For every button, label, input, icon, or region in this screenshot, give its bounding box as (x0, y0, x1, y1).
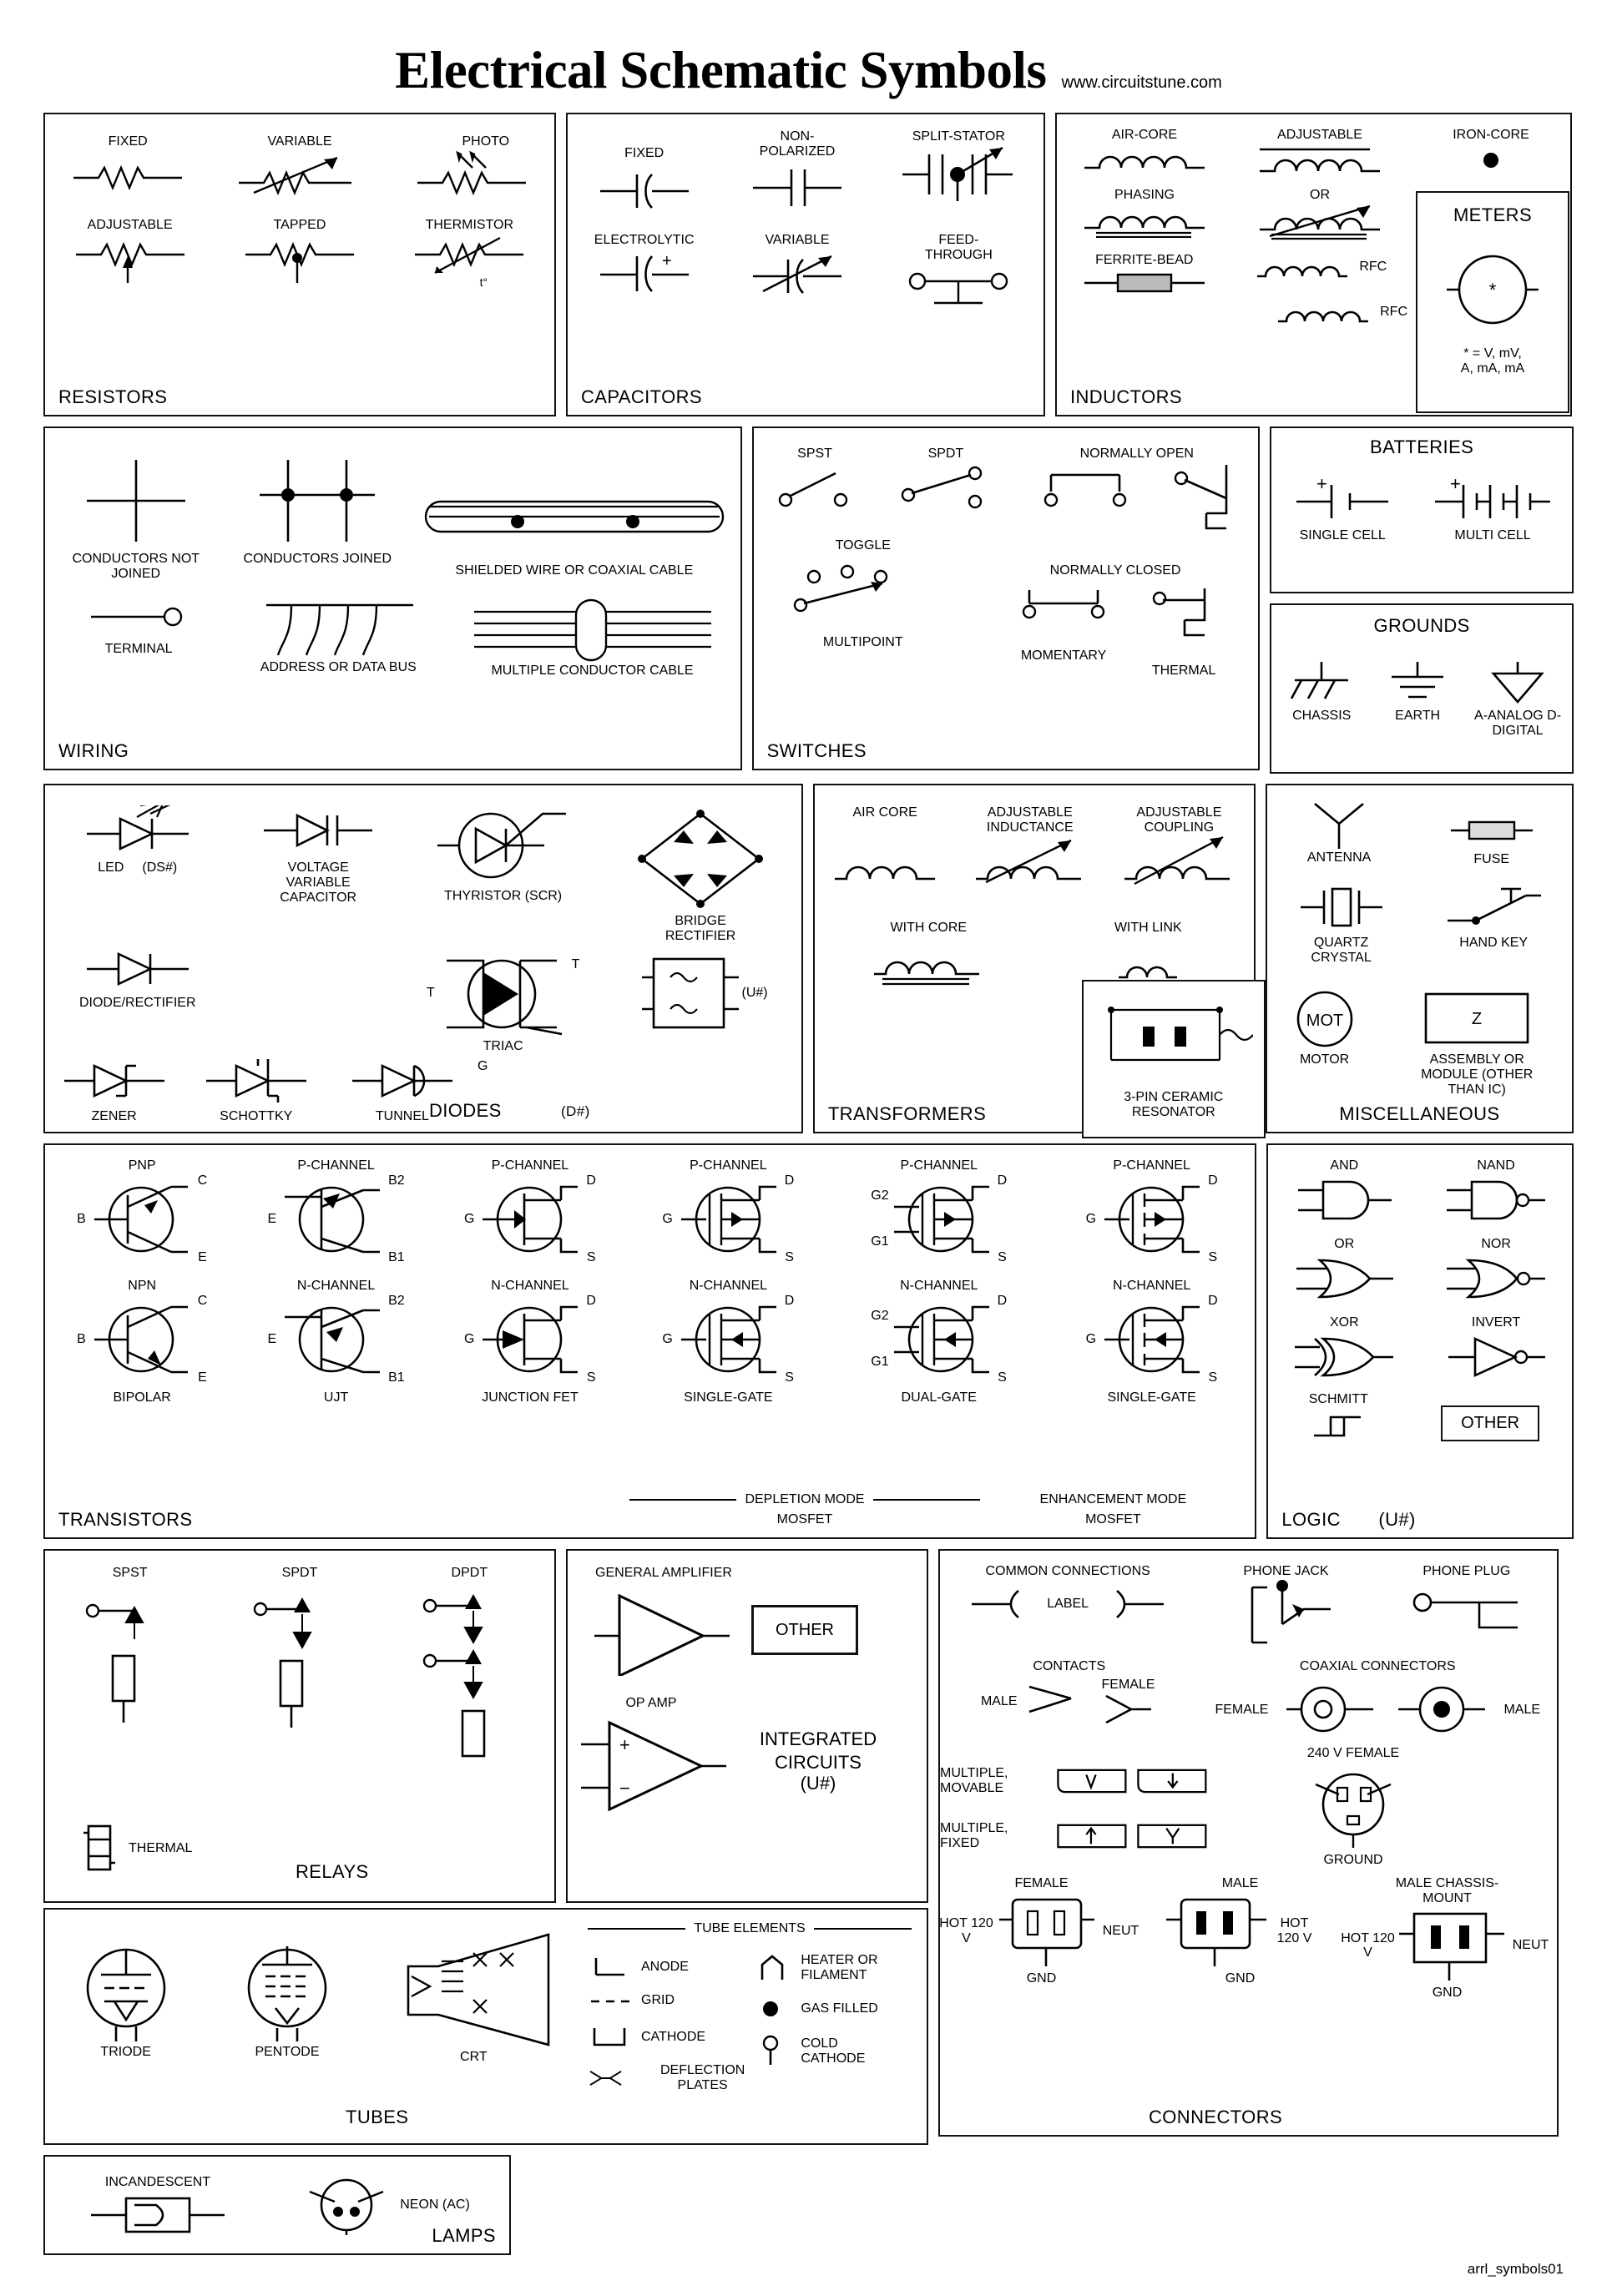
svg-text:*: * (1488, 280, 1497, 300)
symbol-normally-open-switch: NORMALLY OPEN (1031, 447, 1243, 542)
caption-tubes: TUBES (346, 2107, 409, 2127)
symbol-op-amp (568, 1711, 735, 1811)
symbol-multiple-conductor-cable: MULTIPLE CONDUCTOR CABLE (455, 597, 730, 679)
symbol-tunnel-diode: TUNNEL (331, 1059, 473, 1124)
symbol-invert-gate: INVERT (1442, 1315, 1550, 1382)
connector-male-chassis-mount: MALE CHASSIS-MOUNT HOT 120 V NEUT GND (1341, 1875, 1549, 2001)
meters-legend-1: * = V, mV, (1463, 346, 1522, 361)
section-inductors (1055, 113, 1572, 416)
symbol-schmitt: SCHMITT (1301, 1392, 1376, 1442)
symbol-shielded-wire: SHIELDED WIRE OR COAXIAL CABLE (416, 455, 733, 578)
tube-grid: GRID (641, 1992, 675, 2007)
section-batteries (1270, 426, 1574, 593)
symbol-variable-capacitor: VARIABLE (743, 233, 851, 295)
label-op-amp: OP AMP (625, 1695, 677, 1710)
section-miscellaneous (1266, 784, 1574, 1133)
section-resonator: 3-PIN CERAMIC RESONATOR (1082, 980, 1266, 1138)
thermistor-marker: t° (479, 275, 488, 289)
symbol-and-gate: AND (1290, 1158, 1398, 1225)
caption-miscellaneous: MISCELLANEOUS (1339, 1103, 1500, 1124)
symbol-bridge-rectifier: BRIDGE RECTIFIER (604, 805, 796, 944)
symbol-thermistor: THERMISTOR t° (407, 218, 532, 290)
section-wiring (43, 426, 742, 770)
symbol-air-core-inductor: AIR-CORE (1078, 128, 1211, 176)
transistor-p-jfet: P-CHANNEL G D S (463, 1158, 596, 1264)
symbol-conductors-joined: CONDUCTORS JOINED (234, 455, 401, 567)
section-tubes (43, 1908, 928, 2145)
symbol-transformer-with-link: WITH LINK (1073, 921, 1223, 989)
symbol-multipoint-switch: MULTIPOINT (759, 563, 968, 650)
transistor-pnp: PNP B C E (77, 1158, 208, 1264)
section-diodes (43, 784, 803, 1133)
tube-cathode: CATHODE (588, 2023, 754, 2051)
connector-contacts: CONTACTS MALE FEMALE (944, 1659, 1195, 1726)
connector-phone-jack: PHONE JACK (1198, 1564, 1373, 1654)
symbol-multi-cell-battery: + MULTI CELL (1430, 477, 1555, 543)
tube-gas-filled: GAS FILLED (754, 1998, 912, 2020)
symbol-iron-core-inductor: PHASING (1078, 188, 1211, 238)
ic-other-box: OTHER (751, 1605, 858, 1655)
tube-heater: HEATER OR FILAMENT (754, 1953, 912, 1983)
svg-text:+: + (1450, 477, 1461, 494)
depletion-mode-sub: MOSFET (776, 1512, 833, 1527)
section-ics (566, 1549, 928, 1903)
section-switches: SPST SPDT NORMALLY OPEN TOGGLE MULTIPOINT NORMALLY CLOSED MOMENTARY THERMAL SWITCHES (752, 426, 1261, 770)
svg-text:−: − (619, 1777, 630, 1799)
transistor-p-dual-gate: P-CHANNEL G2 G1 D S (871, 1158, 1008, 1264)
symbol-or-gate: OR (1290, 1237, 1398, 1304)
section-resistors (43, 113, 556, 416)
caption-meters: METERS (1453, 204, 1533, 225)
relay-spst: SPST (76, 1566, 184, 1756)
transistor-n-jfet: N-CHANNEL G D S JUNCTION FET (463, 1278, 596, 1405)
caption-transistors: TRANSISTORS (58, 1509, 193, 1530)
logic-other-box: OTHER (1441, 1392, 1539, 1441)
symbol-nand-gate: NAND (1442, 1158, 1550, 1225)
module-text: Z (1472, 1009, 1483, 1028)
row-wiring (43, 426, 1574, 774)
caption-ics: INTEGRATED CIRCUITS (759, 1728, 877, 1773)
diode-package-ref: (U#) (741, 985, 768, 1000)
symbol-rfc-1: RFC (1252, 253, 1387, 281)
symbol-ferrite-bead: FERRITE-BEAD (1078, 253, 1211, 296)
symbol-assembly-module: Z ASSEMBLY OR MODULE (OTHER THAN IC) (1402, 986, 1552, 1098)
caption-relays: RELAYS (296, 1861, 369, 1882)
page-header (0, 0, 1617, 101)
symbol-antenna: ANTENNA (1301, 800, 1377, 865)
section-transformers (813, 784, 1256, 1133)
symbol-zener-diode: ZENER (48, 1059, 181, 1124)
symbol-diode-rectifier: DIODE/RECTIFIER (50, 947, 225, 1011)
symbol-adjustable-resistor: ADJUSTABLE (68, 218, 193, 286)
symbol-electrolytic-capacitor: ELECTROLYTIC + (590, 233, 699, 295)
symbol-crt: CRT (390, 1928, 557, 2065)
transistor-n-dual-gate: N-CHANNEL G2 G1 D S DUAL-GATE (871, 1278, 1008, 1405)
site-url: www.circuitstune.com (1061, 73, 1222, 92)
symbol-tapped-resistor: TAPPED (237, 218, 362, 286)
symbol-triac: T T TRIAC (426, 956, 580, 1053)
symbol-variable-resistor: VARIABLE (230, 134, 368, 198)
symbol-fixed-resistor: FIXED (65, 134, 190, 198)
transistor-p-single-gate-enhancement: P-CHANNEL G D S (1085, 1158, 1218, 1264)
section-relays (43, 1549, 556, 1903)
symbol-fixed-capacitor: FIXED (590, 129, 699, 209)
caption-connectors: CONNECTORS (1149, 2107, 1283, 2127)
caption-logic: LOGIC (1281, 1509, 1341, 1530)
symbol-terminal: TERMINAL (55, 597, 222, 657)
row-transistors (43, 1143, 1574, 1539)
triac-pin-t2: T (571, 956, 580, 971)
tube-deflection-plates: DEFLECTION PLATES (588, 2063, 754, 2093)
enhancement-mode-sub: MOSFET (1085, 1512, 1141, 1527)
row-passives (43, 113, 1574, 416)
connector-phone-plug: PHONE PLUG (1379, 1564, 1554, 1654)
symbol-xor-gate: XOR (1290, 1315, 1398, 1382)
caption-logic-suffix: (U#) (1378, 1509, 1416, 1530)
symbol-thermal-switch: THERMAL (1146, 587, 1221, 679)
triac-pin-t1: T (426, 985, 435, 1000)
symbol-incandescent-lamp: INCANDESCENT (45, 2172, 270, 2238)
symbol-address-data-bus: ADDRESS OR DATA BUS (242, 597, 434, 675)
symbol-momentary-switch: MOMENTARY (1009, 587, 1118, 664)
footer-note: arrl_symbols01 (1467, 2261, 1564, 2277)
symbol-chassis-ground: CHASSIS (1280, 657, 1363, 724)
symbol-adjustable-inductance-transformer: ADJUSTABLE INDUCTANCE (968, 805, 1093, 887)
symbol-thyristor-scr: THYRISTOR (SCR) (412, 805, 595, 904)
caption-lamps: LAMPS (432, 2225, 496, 2246)
transistor-n-ujt: N-CHANNEL E B2 B1 UJT (267, 1278, 405, 1405)
section-lamps (43, 2155, 511, 2255)
symbol-nor-gate: NOR (1442, 1237, 1550, 1304)
row-tubes (43, 1908, 928, 2145)
transistor-npn: NPN B C E BIPOLAR (77, 1278, 208, 1405)
caption-grounds: GROUNDS (1373, 615, 1470, 636)
symbol-adjustable-coupling-transformer: ADJUSTABLE COUPLING (1116, 805, 1241, 887)
section-meters (1416, 191, 1569, 413)
symbol-diode-package (604, 947, 796, 1039)
symbol-transformer-with-core: WITH CORE (845, 921, 1012, 989)
symbol-air-core-transformer: AIR CORE (826, 805, 943, 891)
symbol-voltage-variable-capacitor: VOLTAGE VARIABLE CAPACITOR (235, 805, 402, 906)
relay-dpdt: DPDT (415, 1566, 523, 1773)
svg-text:+: + (619, 1733, 630, 1755)
symbol-amplifier (586, 1584, 736, 1676)
section-grounds (1270, 603, 1574, 774)
connector-240v-female: 240 V FEMALE GROUND (1306, 1745, 1400, 1867)
tube-cold-cathode: COLD CATHODE (754, 2035, 912, 2068)
connector-coaxial: COAXIAL CONNECTORS FEMALE MALE (1202, 1659, 1553, 1739)
symbol-spdt-switch: SPDT (892, 447, 1000, 512)
transistor-p-ujt: P-CHANNEL E B2 B1 (267, 1158, 405, 1264)
label-toggle: TOGGLE (835, 537, 891, 553)
symbol-sheet (43, 113, 1574, 2255)
svg-text:+: + (661, 251, 672, 270)
symbol-adjustable-inductor: ADJUSTABLE (1253, 128, 1387, 179)
svg-text:+: + (1316, 477, 1328, 494)
section-capacitors (566, 113, 1045, 416)
caption-batteries: BATTERIES (1370, 436, 1474, 457)
caption-diodes: DIODES (429, 1100, 502, 1121)
tube-anode: ANODE (588, 1953, 754, 1981)
symbol-single-cell-battery: + SINGLE CELL (1288, 477, 1397, 543)
depletion-mode-note: DEPLETION MODE (629, 1492, 980, 1507)
motor-text: MOT (1306, 1011, 1343, 1030)
section-transistors (43, 1143, 1256, 1539)
relay-thermal: THERMAL (78, 1819, 192, 1878)
caption-wiring: WIRING (58, 740, 129, 761)
caption-switches: SWITCHES (766, 740, 867, 761)
tube-elements-heading: TUBE ELEMENTS (588, 1921, 912, 1936)
symbol-neon-lamp: NEON (AC) (270, 2173, 496, 2237)
caption-transformers: TRANSFORMERS (827, 1103, 987, 1124)
caption-capacitors: CAPACITORS (581, 386, 702, 407)
section-connectors (938, 1549, 1559, 2137)
triac-pin-g: G (478, 1058, 488, 1073)
symbol-nonpolarized-capacitor: NON-POLARIZED (743, 129, 851, 208)
connector-male-plug: MALE HOT 120 V GND (1145, 1876, 1337, 1986)
transistor-n-single-gate-enhancement: N-CHANNEL G D S SINGLE-GATE (1085, 1278, 1218, 1405)
label-general-amplifier: GENERAL AMPLIFIER (595, 1566, 732, 1580)
symbol-fuse: FUSE (1446, 800, 1538, 867)
symbol-rfc-2: RFC (1273, 298, 1407, 326)
connector-female-receptacle: FEMALE HOT 120 V NEUT GND (939, 1875, 1139, 1986)
transistor-n-single-gate-depletion: N-CHANNEL G D S SINGLE-GATE (662, 1278, 795, 1405)
section-logic (1266, 1143, 1574, 1539)
caption-ics-suffix: (U#) (800, 1773, 836, 1794)
connector-multiple-movable: MULTIPLE, MOVABLE (940, 1759, 1215, 1803)
symbol-phasing: IRON-CORE (1416, 128, 1566, 173)
symbol-motor: MOT MOTOR (1287, 986, 1362, 1067)
symbol-hand-key: HAND KEY (1439, 884, 1548, 951)
transistor-p-single-gate-depletion: P-CHANNEL G D S (662, 1158, 795, 1264)
label-inductor-or: OR (1253, 188, 1387, 241)
meters-legend-2: A, mA, mA (1460, 361, 1525, 376)
row-lamps (43, 2155, 511, 2255)
caption-resistors: RESISTORS (58, 386, 168, 407)
caption-inductors: INDUCTORS (1070, 386, 1182, 407)
symbol-photo-resistor: PHOTO (409, 134, 534, 198)
enhancement-mode-note: ENHANCEMENT MODE (1039, 1492, 1187, 1507)
symbol-triode: TRIODE (68, 1928, 184, 2060)
symbol-analog-digital-ground: A-ANALOG D-DIGITAL (1472, 657, 1564, 739)
symbol-schottky-diode: SCHOTTKY (185, 1059, 327, 1124)
symbol-conductors-not-joined: CONDUCTORS NOT JOINED (53, 455, 220, 582)
connector-common-connections: COMMON CONNECTIONS LABEL (942, 1564, 1193, 1621)
connector-multiple-fixed: MULTIPLE, FIXED (940, 1814, 1215, 1858)
symbol-spst-switch: SPST (769, 447, 861, 512)
symbol-split-stator-capacitor: SPLIT-STATOR (896, 129, 1021, 204)
page-title: Electrical Schematic Symbols (395, 41, 1047, 99)
symbol-feedthrough-capacitor: FEED-THROUGH (896, 233, 1021, 310)
symbol-pentode: PENTODE (229, 1928, 346, 2060)
row-diodes (43, 784, 1574, 1133)
relay-spdt: SPDT (245, 1566, 354, 1756)
symbol-earth-ground: EARTH (1380, 657, 1455, 724)
symbol-led: LED (DS#) (50, 805, 225, 876)
caption-diodes-suffix: (D#) (561, 1103, 590, 1119)
symbol-quartz-crystal: QUARTZ CRYSTAL (1291, 884, 1392, 966)
